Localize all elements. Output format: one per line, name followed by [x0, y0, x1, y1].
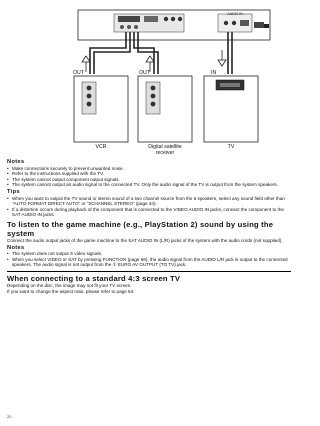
notes-list — [7, 166, 291, 188]
list-item: • The system cannot output an audio signal to the connected TV. Only the audio signal of the TV is output from the system speakers. — [7, 182, 291, 188]
page-number: 20 — [7, 414, 12, 419]
in-label: IN — [211, 70, 217, 76]
signal-arrow-icon — [82, 56, 90, 62]
connection-diagram-art — [68, 8, 280, 158]
notes-list — [7, 251, 291, 268]
tips-heading: Tips — [7, 188, 20, 195]
notes-heading: Notes — [7, 244, 25, 251]
list-item: • Refer to the instructions supplied with the TV. — [7, 171, 291, 177]
list-item: • The system does not output S video signals. — [7, 251, 291, 257]
list-item: • Make connections securely to prevent unwanted noise. — [7, 166, 291, 172]
notes-heading: Notes — [7, 159, 25, 165]
device-label-vcr: VCR — [95, 144, 107, 150]
ps2-heading: To listen to the game machine (e.g., PlayStation 2) sound by using the system — [7, 219, 274, 238]
out-label: OUT — [139, 70, 150, 76]
device-label-satellite: Digital satellite receiver — [148, 144, 182, 156]
list-item: • If a distortion occurs during playback of the component that is connected to the VIDEO AUDIO IN jacks, connect the component to the SAT AUDIO IN jacks. — [7, 207, 291, 218]
list-item: • When you select VIDEO or SAT by pressing FUNCTION (page 58), the audio signal from the AUDIO L/R jack is output to the connected speakers. The audio signal is not output from the ① EURO AV OUTPUT (TO TV) jack. — [7, 257, 291, 268]
standard-tv-body: If you want to change the aspect ratio, please refer to page 64. — [7, 288, 135, 294]
signal-arrow-icon — [146, 56, 154, 62]
tips-list — [7, 196, 291, 218]
system-jack-label: AUDIO IN — [227, 12, 243, 16]
list-item: • When you want to output the TV sound or stereo sound of a two channel source from the 6 speakers, select any sound field other than "AUTO FORMAT DIRECT AUTO" or "2CHANNEL STEREO" (page 44). — [7, 196, 291, 207]
signal-arrow-icon — [218, 60, 226, 66]
manual-text — [7, 158, 291, 294]
standard-tv-body: Depending on the disc, the image may not fit your TV screen. — [7, 282, 132, 288]
standard-tv-heading: When connecting to a standard 4:3 screen TV — [7, 273, 181, 283]
connection-diagram — [68, 8, 280, 158]
out-label: OUT — [73, 70, 84, 76]
section-divider — [7, 271, 291, 272]
list-item: • The system cannot output component output signals. — [7, 177, 291, 183]
device-label-tv: TV — [227, 144, 235, 150]
ps2-body: Connect the audio output jacks of the game machine to the SAT AUDIO IN (L/R) jacks of the system with the audio cords (not supplied). — [7, 237, 283, 243]
